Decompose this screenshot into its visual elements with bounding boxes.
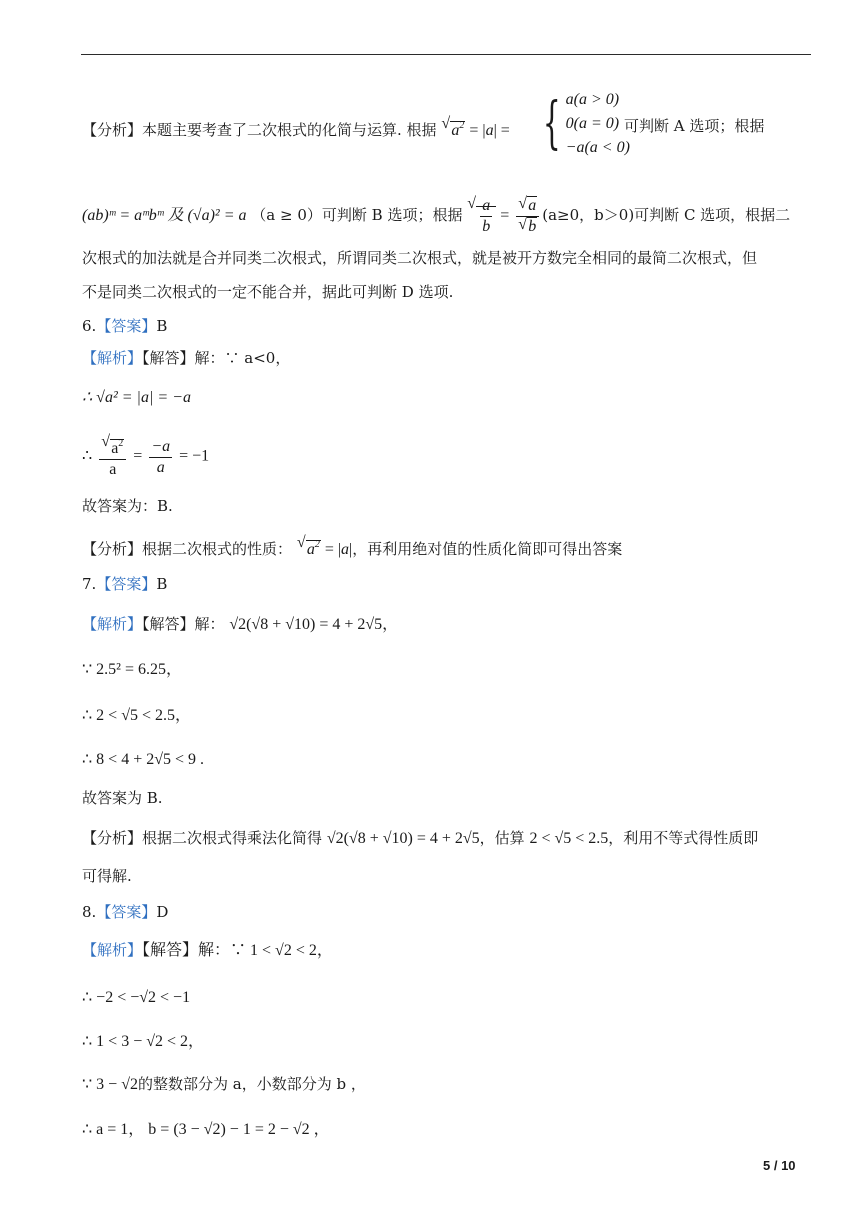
q8-step2: ∴ 1 < 3 − √2 < 2， xyxy=(82,1033,205,1050)
q6-jiexi-line: 【解析】【解答】解：∵ a<0， xyxy=(82,349,291,367)
piecewise-cases: { a(a > 0) 0(a = 0) −a(a < 0) xyxy=(542,91,630,156)
q5-analysis-line4: 不是同类二次根式的一定不能合并，据此可判断 D 选项. xyxy=(82,283,454,301)
q5-analysis-line3: 次根式的加法就是合并同类二次根式，所谓同类二次根式，就是被开方数完全相同的最简二次根式，但 xyxy=(82,249,758,267)
q8-step4: ∴ a = 1， b = (3 − √2) − 1 = 2 − √2 ， xyxy=(82,1121,330,1138)
jiexi-label: 【解析】 xyxy=(82,941,143,959)
q7-answer-line: 7.【答案】B xyxy=(82,575,168,593)
q5-analysis-line1b: 可判断 A 选项；根据 xyxy=(624,117,765,135)
brace-glyph: { xyxy=(542,91,561,156)
q7-step1: ∵ 2.5² = 6.25， xyxy=(82,661,183,678)
q8-step3: ∵ 3 − √2的整数部分为 a，小数部分为 b ， xyxy=(82,1075,366,1093)
q8-jiexi-line: 【解析】【解答】解：∵ 1 < √2 < 2， xyxy=(82,941,333,959)
q8-step1: ∴ −2 < −√2 < −1 xyxy=(82,989,191,1006)
q6-answer-line: 6.【答案】B xyxy=(82,317,168,335)
q7-analysis-line1: 【分析】根据二次根式得乘法化简得 √2(√8 + √10) = 4 + 2√5，估算 2 < √5 < 2.5，利用不等式得性质即 xyxy=(82,829,759,847)
jiexi-label: 【解析】 xyxy=(82,615,143,633)
q7-conclusion: 故答案为 B. xyxy=(82,789,163,807)
q7-step2: ∴ 2 < √5 < 2.5， xyxy=(82,707,192,724)
sqrt-a-over-b: √ $\frac{a}{b}$ = √ a √ b xyxy=(467,207,542,224)
q7-jiexi-line: 【解析】【解答】解： √2(√8 + √10) = 4 + 2√5， xyxy=(82,615,399,633)
answer-label: 【答案】 xyxy=(96,903,157,921)
answer-label: 【答案】 xyxy=(96,575,157,593)
jiexi-label: 【解析】 xyxy=(82,349,143,367)
page-number: 5 / 10 xyxy=(763,1158,796,1173)
q7-step3: ∴ 8 < 4 + 2√5 < 9 . xyxy=(82,751,205,768)
q7-analysis-line2: 可得解. xyxy=(82,867,132,885)
q8-answer-line: 8.【答案】D xyxy=(82,903,169,921)
q6-step2: ∴ √ $\frac{a^2}{a}$ = $\frac{-a}{a}$ = −1 xyxy=(82,434,209,480)
header-rule xyxy=(81,54,811,55)
analysis-label: 【分析】 xyxy=(82,121,143,139)
answer-label: 【答案】 xyxy=(96,317,157,335)
sqrt-a-squared: √ $a^2 = |a|$ = xyxy=(441,122,509,139)
q6-analysis: 【分析】根据二次根式的性质： √ $a^2 = |a|$，再利用绝对值的性质化简即可得出答案 xyxy=(82,535,622,560)
q6-conclusion: 故答案为：B. xyxy=(82,497,173,515)
q5-analysis-line2: (ab)ᵐ = aᵐbᵐ 及 (√a)² = a （a ≥ 0）可判断 B 选项；根据 √ $\frac{a}{b}$ = √ a √ b (a≥0，b＞0)可判断 C 选项，根据二 xyxy=(82,196,790,237)
q6-step1: ∴ √a² = |a| = −a xyxy=(82,389,191,406)
q5-analysis-line1: 【分析】本题主要考查了二次根式的化简与运算. 根据 √ $a^2 = |a|$ = xyxy=(82,116,510,141)
